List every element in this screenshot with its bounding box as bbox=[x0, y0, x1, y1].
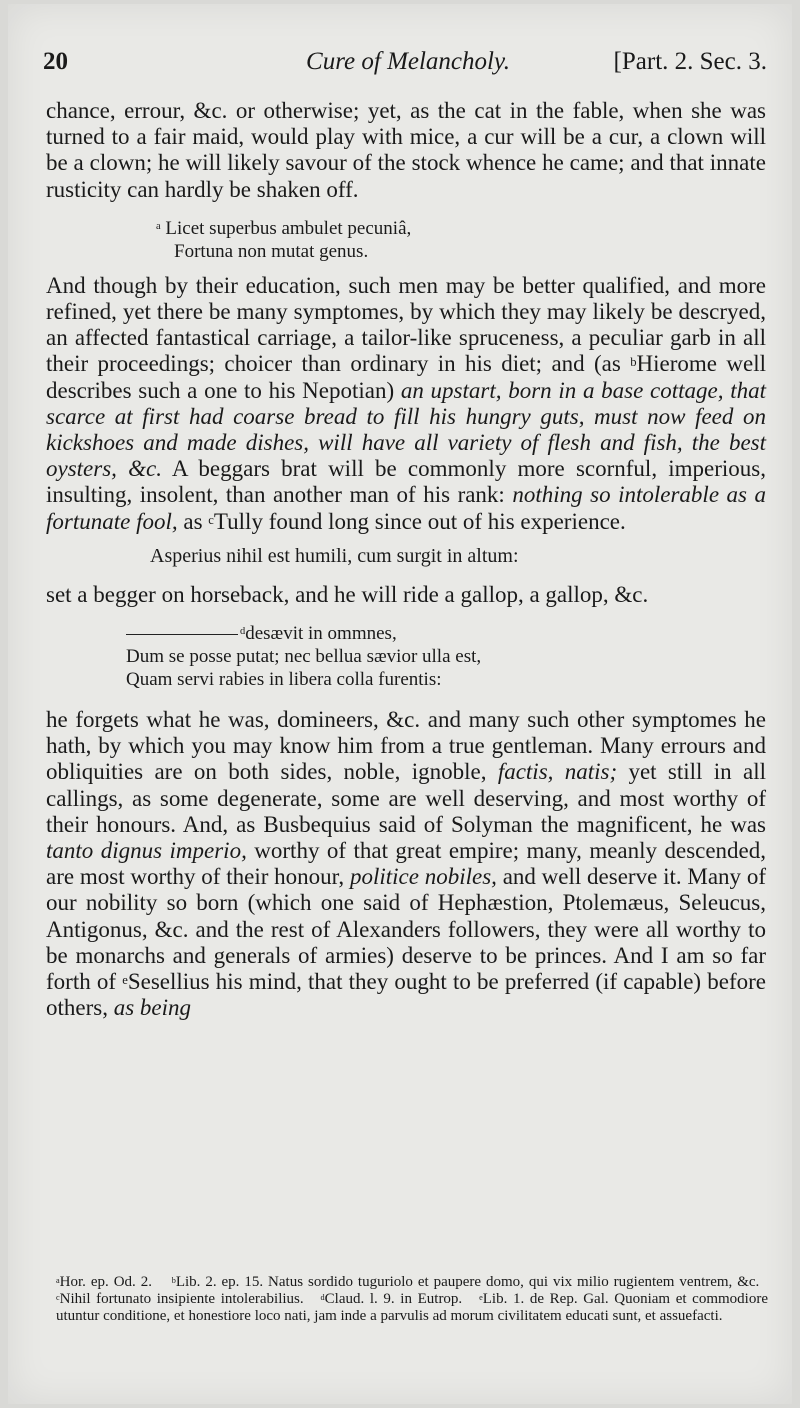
italic-text: nothing so intolerable as a fortunate fool, bbox=[46, 482, 766, 534]
footnote-mark-d: d bbox=[240, 626, 246, 638]
verse-quotation: Asperius nihil est humili, cum surgit in altum: bbox=[150, 544, 519, 567]
text-run: worthy of that great empire; many, meanly descended, are most worthy of their honour, bbox=[46, 838, 767, 890]
italic-text: tanto dignus imperio, bbox=[46, 838, 247, 864]
verse-text: Licet superbus ambulet pecuniâ, bbox=[165, 217, 412, 239]
text-run: yet still in all callings, as some degenerate, some are well deserving, and most worthy of their honours. And, as Busbequius said of Solyman the magnificent, he was bbox=[46, 759, 766, 837]
footnote-mark-e: e bbox=[122, 973, 128, 988]
paragraph-4 bbox=[46, 707, 766, 1021]
footnote-mark-b: b bbox=[630, 355, 637, 370]
footnote-text: Lib. 2. ep. 15. Natus sordido tuguriolo et paupere domo, qui vix milio rugientem ventrem, &c. bbox=[175, 1274, 760, 1290]
paragraph-3: set a begger on horseback, and he will ride a gallop, a gallop, &c. bbox=[46, 581, 649, 607]
text-run: Tully found long since out of his experience. bbox=[213, 508, 626, 534]
text-run: Hierome well describes such a one to his Nepotian) bbox=[46, 351, 766, 403]
text-run: as bbox=[183, 508, 203, 534]
footnote-text: Lib. 1. de Rep. Gal. Quoniam et commodiore utuntur conditione, et honestiore loco nati, jam inde a parvulis ad morum civilitatem educati sunt, et assuefacti. bbox=[56, 1291, 768, 1324]
paragraph-1: chance, errour, &c. or otherwise; yet, as the cat in the fable, when she was turned to a fair maid, would play with mice, a cur will be a cur, a clown will be a clown; he will likely savour of the stock whence he came; and that innate rusticity can hardly be shaken off. bbox=[46, 98, 766, 202]
verse-line: Quam servi rabies in libera colla furentis: bbox=[126, 669, 442, 691]
text-run: And though by their education, such men may be better qualified, and more refined, yet there be many symptomes, by which they may likely be descryed, an affected fantastical carriage, a tailor-like spruceness, a peculiar garb in all their proceedings; choicer than ordinary in his diet; and (as bbox=[46, 272, 766, 377]
footnote-text: Nihil fortunato insipiente intolerabilius. bbox=[59, 1291, 304, 1307]
footnote-text: Claud. l. 9. in Eutrop. bbox=[324, 1291, 463, 1307]
section-reference: [Part. 2. Sec. 3. bbox=[613, 48, 767, 75]
verse-line: Fortuna non mutat genus. bbox=[174, 240, 369, 262]
italic-text: factis, natis; bbox=[497, 759, 618, 785]
italic-text: politice nobiles, bbox=[349, 864, 497, 890]
page-number: 20 bbox=[43, 48, 68, 75]
verse-text: desævit in ommnes, bbox=[245, 623, 397, 645]
footnote-mark-a: a bbox=[156, 220, 161, 232]
italic-text: as being bbox=[113, 995, 192, 1021]
body-text bbox=[46, 98, 766, 1021]
verse-line bbox=[156, 217, 766, 240]
page-header bbox=[43, 48, 773, 82]
text-run: A beggars brat will be commonly more scornful, imperious, insulting, insolent, than another man of his rank: bbox=[46, 456, 766, 508]
dash-rule bbox=[126, 634, 238, 635]
footnote-text: Hor. ep. Od. 2. bbox=[59, 1274, 152, 1290]
footnote-a: $^a$Hor. ep. Od. 2. $^b$Lib. 2. ep. 15. Natus sordido tuguriolo et paupere domo, qui vix milio rugientem ventrem, &c. $^c$Nihil fortunato insipiente intolerabilius. $^d$Claud. l. 9. in Eutrop. $^e$Lib. 1. de Rep. Gal. Quoniam et commodiore utuntur conditione, et honestiore loco nati, jam inde a parvulis ad morum civilitatem educati sunt, et assuefacti. bbox=[56, 1274, 768, 1324]
book-page bbox=[8, 4, 792, 1404]
italic-text: an upstart, born in a base cottage, that scarce at first had coarse bread to fill his hungry guts, must now feed on kickshoes and made dishes, will have all variety of flesh and fish, the best oysters, &c. bbox=[46, 377, 766, 482]
verse-line bbox=[126, 622, 766, 645]
verse-line: Dum se posse putat; nec bellua sævior ulla est, bbox=[126, 646, 482, 668]
text-run: Sesellius his mind, that they ought to be preferred (if capable) before others, bbox=[46, 969, 766, 1021]
running-title: Cure of Melancholy. bbox=[306, 48, 510, 75]
text-run: he forgets what he was, domineers, &c. and many such other symptomes he hath, by which you may know him from a true gentleman. Many errours and obliquities are on both sides, noble, ignoble, bbox=[46, 707, 766, 785]
footnote-mark-c: c bbox=[208, 512, 214, 527]
verse-quotation-d bbox=[46, 622, 766, 691]
paragraph-2 bbox=[46, 273, 766, 535]
verse-quotation-a bbox=[46, 217, 766, 263]
footnotes bbox=[56, 1274, 768, 1325]
text-run: and well deserve it. Many of our nobility so born (which one said of Hephæstion, Ptolemæus, Seleucus, Antigonus, &c. and the rest of Alexanders followers, they were all worthy to be monarchs and generals of armies) deserve to be princes. And I am so far forth of bbox=[46, 864, 766, 995]
